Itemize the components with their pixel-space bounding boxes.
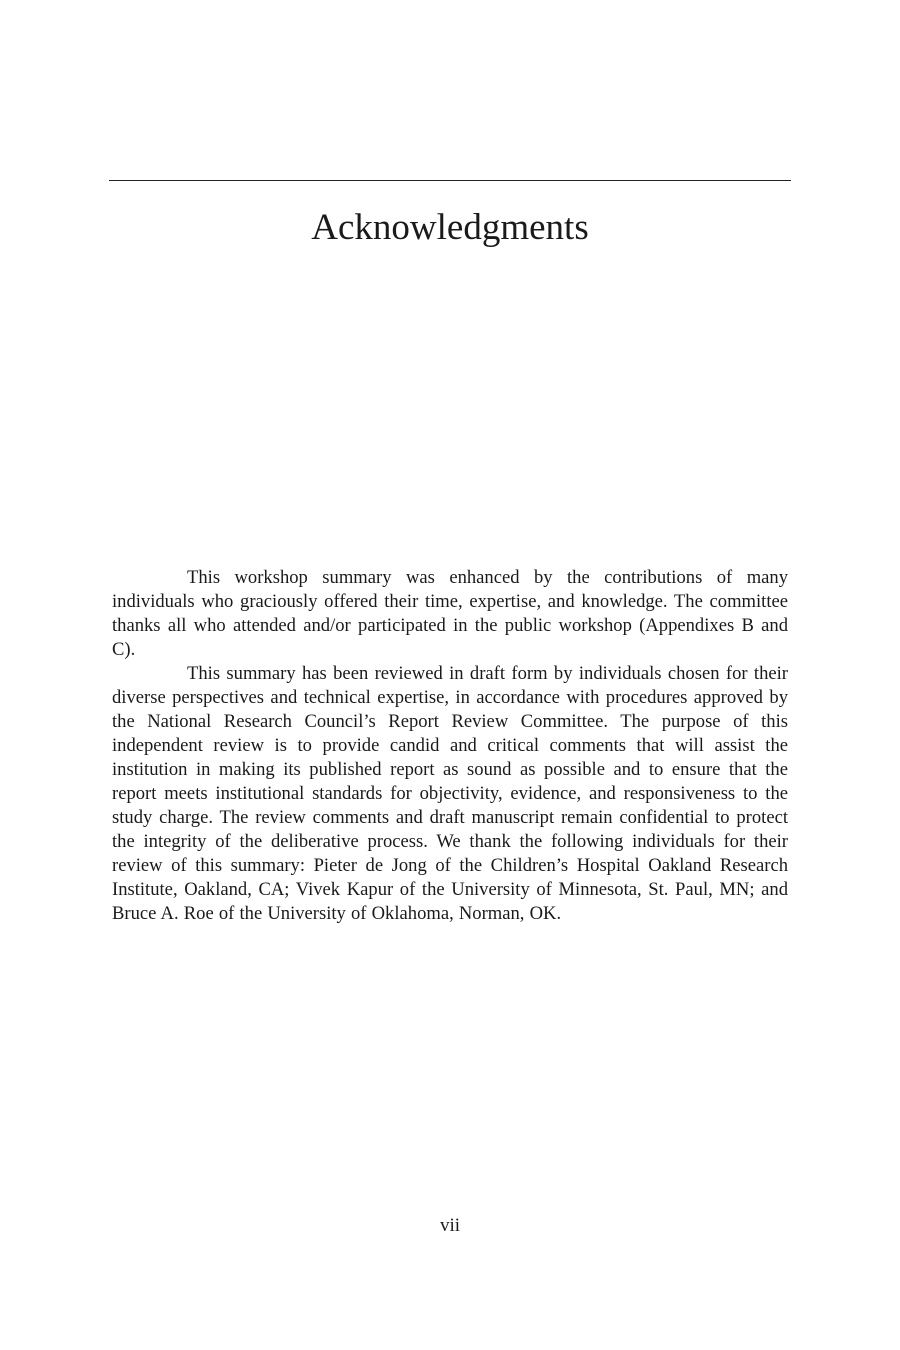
title-rule <box>109 180 791 181</box>
page-number: vii <box>439 1215 461 1236</box>
paragraph-contributions: This workshop summary was enhanced by the contributions of many individuals who graciously offered their time, expertise, and knowledge. The committee thanks all who attended and/or participated in the public workshop (Appendixes B and C). <box>112 567 788 660</box>
chapter-title: Acknowledgments <box>311 207 589 248</box>
paragraph-review: This summary has been reviewed in draft form by individuals chosen for their diverse perspectives and technical expertise, in accordance with procedures approved by the National Research Council’s Report Review Committee. The purpose of this independent review is to provide candid and critical comments that will assist the institution in making its published report as sound as possible and to ensure that the report meets institutional standards for objectivity, evidence, and responsiveness to the study charge. The review comments and draft manuscript remain confidential to protect the integrity of the deliberative process. We thank the following individuals for their review of this summary: Pieter de Jong of the Children’s Hospital Oakland Research Institute, Oakland, CA; Vivek Kapur of the University of Minnesota, St. Paul, MN; and Bruce A. Roe of the University of Oklahoma, Norman, OK. <box>112 663 788 924</box>
body-text <box>112 566 788 926</box>
